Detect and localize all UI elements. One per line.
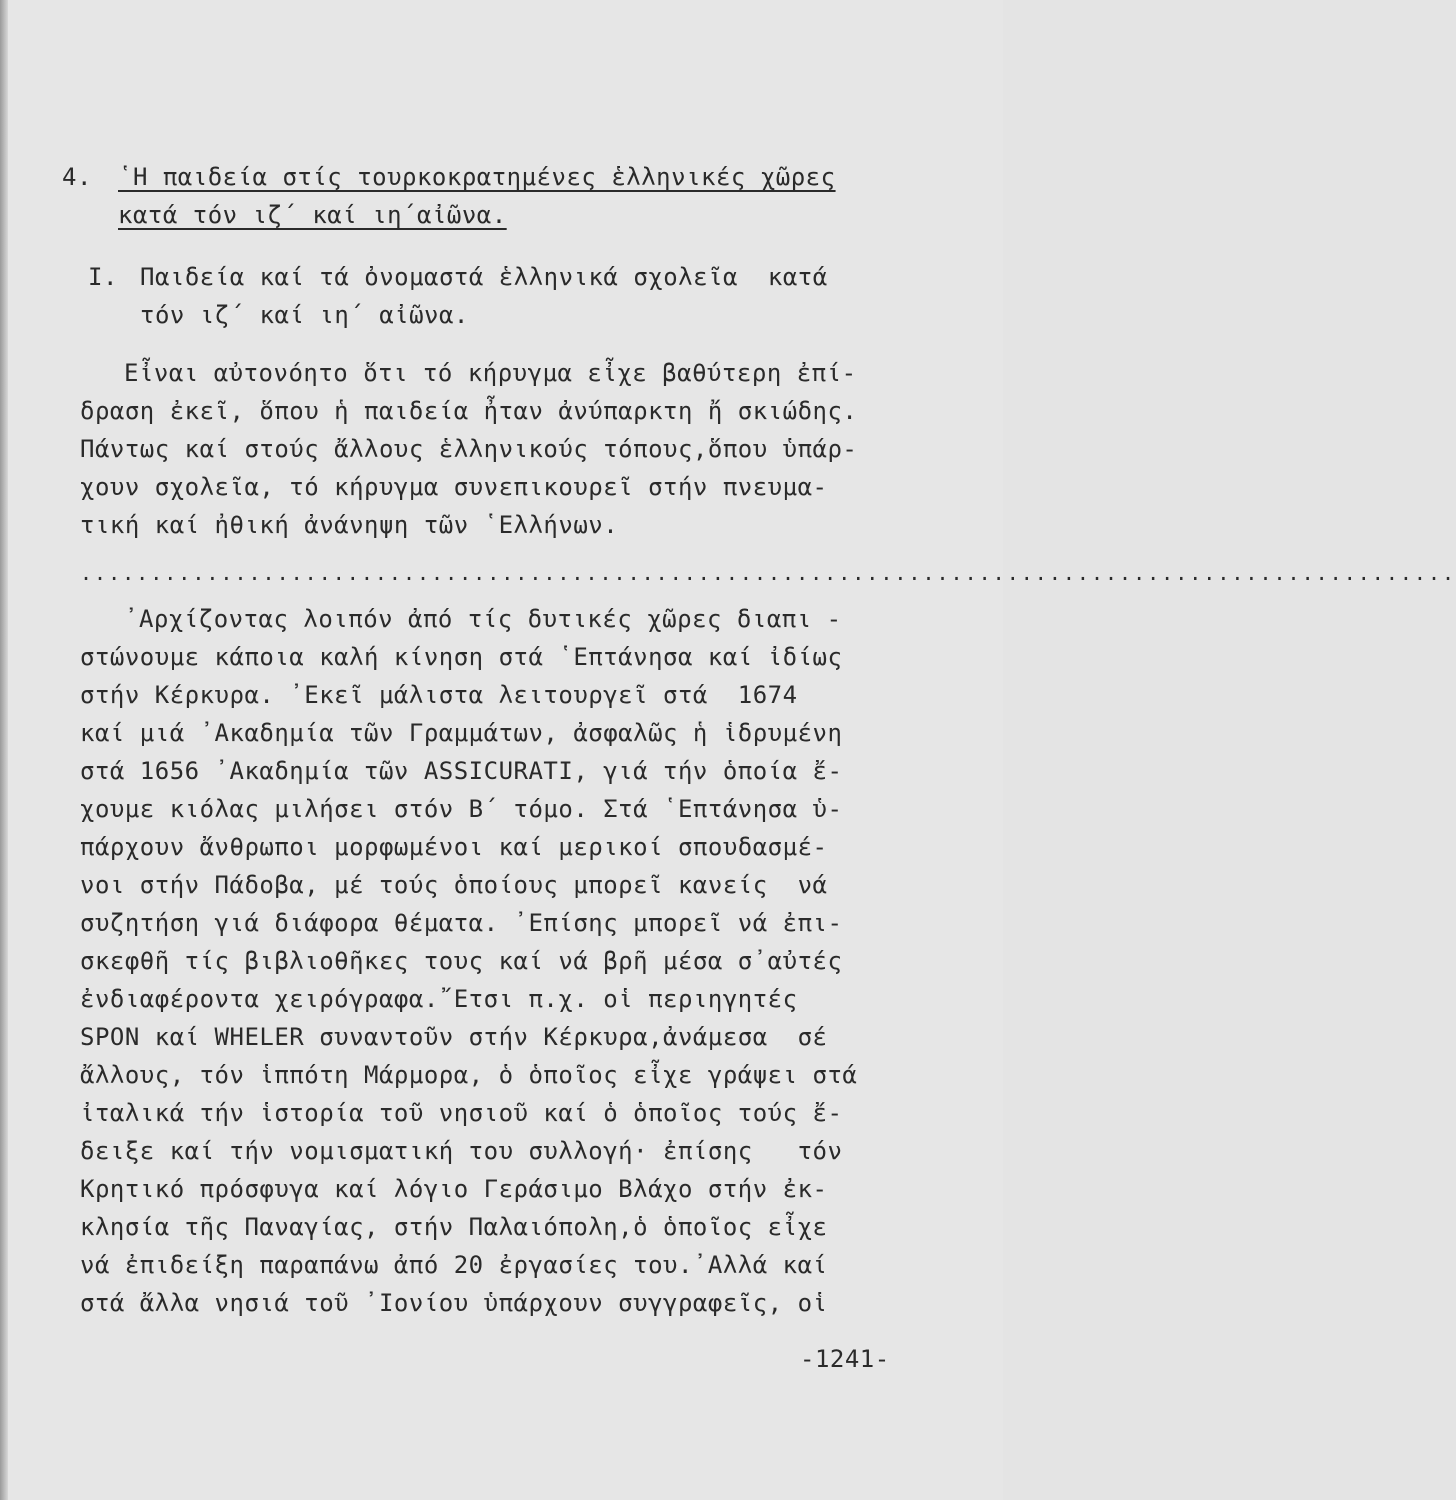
page-number: -1241- <box>800 1345 890 1373</box>
para2-line: ἄλλους, τόν ἱππότη Μάρμορα, ὁ ὁποῖος εἶχε γράψει στά <box>80 1061 858 1089</box>
para2-line: νά ἐπιδείξη παραπάνω ἀπό 20 ἐργασίες του.᾿Αλλά καί <box>80 1251 828 1279</box>
para2-line: δειξε καί τήν νομισματική του συλλογή· ἐπίσης τόν <box>80 1137 843 1165</box>
para2-line: στά 1656 ᾿Ακαδημία τῶν ASSICURATI, γιά τήν ὁποία ἔ- <box>80 757 843 785</box>
para1-line: Εἶναι αὐτονόητο ὅτι τό κήρυγμα εἶχε βαθύτερη ἐπί- <box>124 359 857 387</box>
para2-line: καί μιά ᾿Ακαδημία τῶν Γραμμάτων, ἀσφαλῶς ἡ ἱδρυμένη <box>80 719 843 747</box>
para2-line: στήν Κέρκυρα. ᾿Εκεῖ μάλιστα λειτουργεῖ στά 1674 <box>80 681 798 709</box>
heading-line-1: ῾Η παιδεία στίς τουρκοκρατημένες ἑλληνικές χῶρες <box>118 163 836 191</box>
heading-line-2: κατά τόν ιζ΄ καί ιη΄αἰῶνα. <box>118 201 507 229</box>
para2-line: SPON καί WHELER συναντοῦν στήν Κέρκυρα,ἀνάμεσα σέ <box>80 1023 828 1051</box>
subheading-line-1: Παιδεία καί τά ὀνομαστά ἑλληνικά σχολεῖα κατά <box>140 263 828 291</box>
para2-line: πάρχουν ἄνθρωποι μορφωμένοι καί μερικοί σπουδασμέ- <box>80 833 828 861</box>
para2-line: ἐνδιαφέροντα χειρόγραφα.῎Ετσι π.χ. οἱ περιηγητές <box>80 985 798 1013</box>
para2-line: σκεφθῆ τίς βιβλιοθῆκες τους καί νά βρῆ μέσα σ᾿αὐτές <box>80 947 843 975</box>
para2-line: στώνουμε κάποια καλή κίνηση στά ῾Επτάνησα καί ἰδίως <box>80 643 843 671</box>
para1-line: χουν σχολεῖα, τό κήρυγμα συνεπικουρεῖ στήν πνευμα- <box>80 473 828 501</box>
dotted-separator: .................................................................................................. <box>80 561 1456 585</box>
subheading-number: Ι. <box>88 263 118 291</box>
para2-line: συζητήση γιά διάφορα θέματα. ᾿Επίσης μπορεῖ νά ἐπι- <box>80 909 843 937</box>
para1-line: τική καί ἠθική ἀνάνηψη τῶν ῾Ελλήνων. <box>80 511 619 539</box>
para2-line: χουμε κιόλας μιλήσει στόν Β΄ τόμο. Στά ῾Επτάνησα ὑ- <box>80 795 843 823</box>
para2-line: ᾿Αρχίζοντας λοιπόν ἀπό τίς δυτικές χῶρες διαπι - <box>124 605 842 633</box>
para2-line: στά ἄλλα νησιά τοῦ ᾿Ιονίου ὑπάρχουν συγγραφεῖς, οἱ <box>80 1289 828 1317</box>
para2-line: νοι στήν Πάδοβα, μέ τούς ὁποίους μπορεῖ κανείς νά <box>80 871 828 899</box>
para1-line: δραση ἐκεῖ, ὅπου ἡ παιδεία ἦταν ἀνύπαρκτη ἤ σκιώδης. <box>80 397 858 425</box>
para2-line: κλησία τῆς Παναγίας, στήν Παλαιόπολη,ὁ ὁποῖος εἶχε <box>80 1213 828 1241</box>
para2-line: ἰταλικά τήν ἱστορία τοῦ νησιοῦ καί ὁ ὁποῖος τούς ἔ- <box>80 1099 843 1127</box>
para1-line: Πάντως καί στούς ἄλλους ἑλληνικούς τόπους,ὅπου ὑπάρ- <box>80 435 858 463</box>
para2-line: Κρητικό πρόσφυγα καί λόγιο Γεράσιμο Βλάχο στήν ἐκ- <box>80 1175 828 1203</box>
heading-number: 4. <box>62 163 92 191</box>
page-left-edge <box>0 0 8 1500</box>
subheading-line-2: τόν ιζ΄ καί ιη΄ αἰῶνα. <box>140 301 469 329</box>
